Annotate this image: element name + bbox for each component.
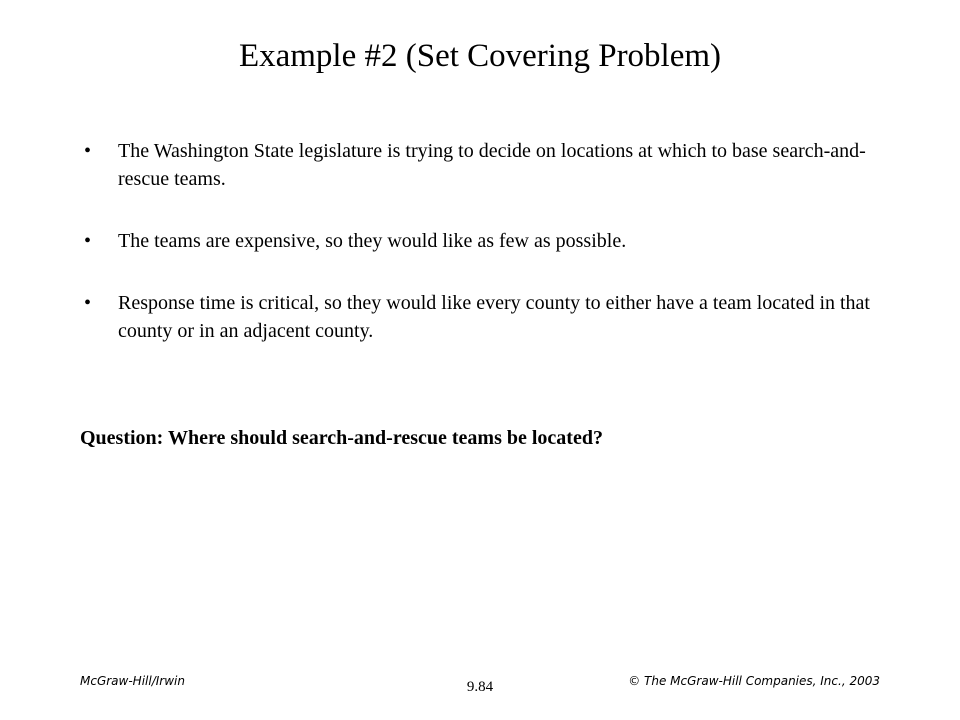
bullet-marker: • (84, 140, 92, 162)
bullet-marker: • (84, 230, 92, 252)
question-text: Question: Where should search-and-rescue teams be located? (80, 427, 603, 449)
bullet-marker: • (84, 292, 92, 314)
bullet-item-2 (80, 227, 880, 255)
bullet-item-1 (80, 137, 880, 193)
bullet-list (80, 137, 880, 379)
slide-title: Example #2 (Set Covering Problem) (238, 38, 722, 74)
bullet-text: The Washington State legislature is trying to decide on locations at which to base search-and-rescue teams. (118, 140, 866, 190)
footer-copyright: © The McGraw-Hill Companies, Inc., 2003 (628, 674, 880, 688)
footer-publisher: McGraw-Hill/Irwin (80, 674, 185, 688)
bullet-item-3 (80, 289, 880, 345)
footer-page-number: 9.84 (466, 679, 494, 695)
bullet-text: Response time is critical, so they would like every county to either have a team located in that county or in an adjacent county. (118, 292, 870, 342)
bullet-text: The teams are expensive, so they would like as few as possible. (118, 230, 627, 252)
